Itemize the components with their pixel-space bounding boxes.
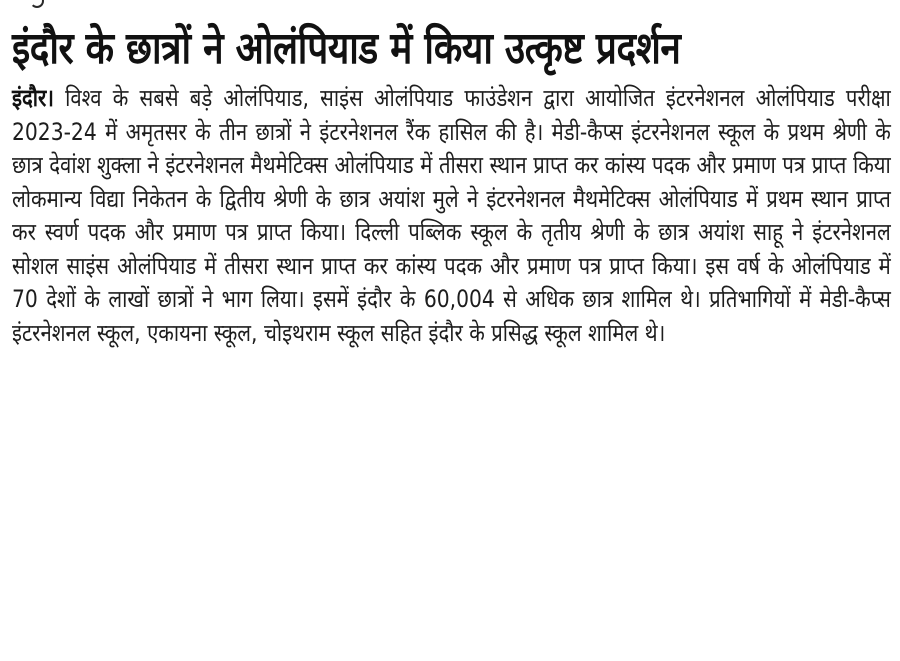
article-headline: इंदौर के छात्रों ने ओलंपियाड में किया उत्कृष्ट प्रदर्शन [12,23,681,74]
article-body [12,82,891,350]
article-dateline: इंदौर। [12,84,54,112]
article-body-text: विश्व के सबसे बड़े ओलंपियाड, साइंस ओलंपियाड फाउंडेशन द्वारा आयोजित इंटरनेशनल ओलंपियाड परीक्षा 2023-24 में अमृतसर के तीन छात्रों ने इंटरनेशनल रैंक हासिल की है। मेडी-कैप्स इंटरनेशनल स्कूल के प्रथम श्रेणी के छात्र देवांश शुक्ला ने इंटरनेशनल मैथमेटिक्स ओलंपियाड में तीसरा स्थान प्राप्त कर कांस्य पदक और प्रमाण पत्र प्राप्त किया लोकमान्य विद्या निकेतन के द्वितीय श्रेणी के छात्र अयांश मुले ने इंटरनेशनल मैथमेटिक्स ओलंपियाड में प्रथम स्थान प्राप्त कर स्वर्ण पदक और प्रमाण पत्र प्राप्त किया। दिल्ली पब्लिक स्कूल के तृतीय श्रेणी के छात्र अयांश साहू ने इंटरनेशनल सोशल साइंस ओलंपियाड में तीसरा स्थान प्राप्त कर कांस्य पदक और प्रमाण पत्र प्राप्त किया। इस वर्ष के ओलंपियाड में 70 देशों के लाखों छात्रों ने भाग लिया। इसमें इंदौर के 60,004 से अधिक छात्र शामिल थे। प्रतिभागियों में मेडी-कैप्स इंटरनेशनल स्कूल, एकायना स्कूल, चोइथराम स्कूल सहित इंदौर के प्रसिद्ध स्कूल शामिल थे। [12,84,891,347]
